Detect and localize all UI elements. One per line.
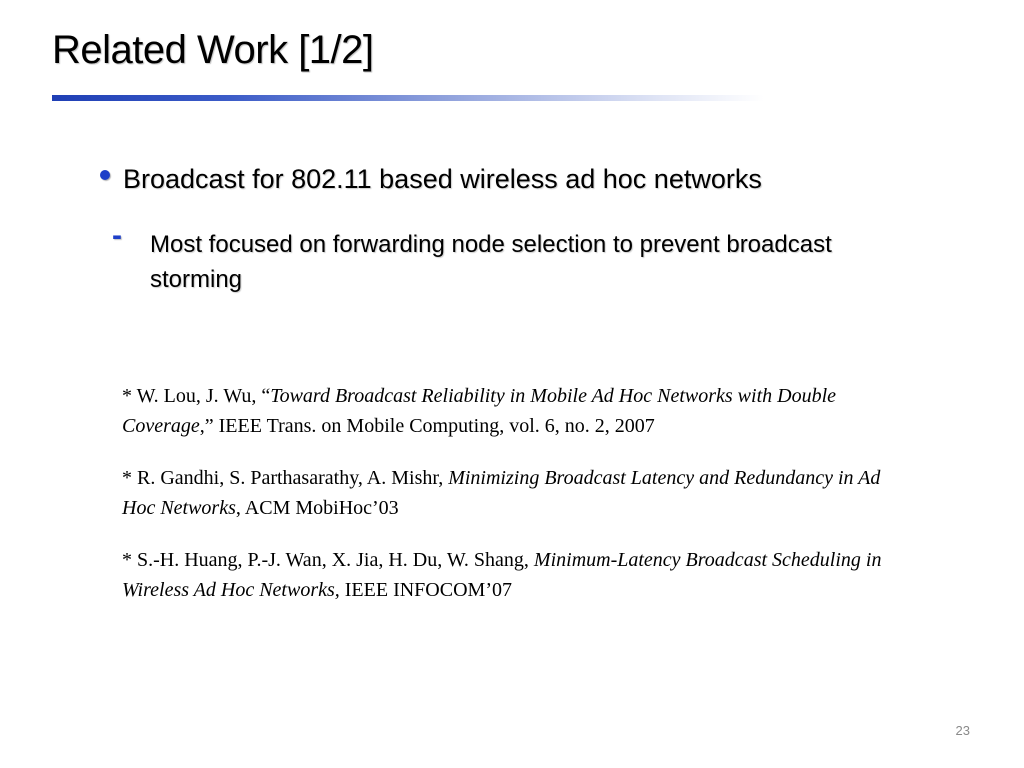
page-number: 23 bbox=[955, 723, 970, 738]
reference-item bbox=[122, 381, 892, 441]
slide-title: Related Work [1/2] bbox=[52, 28, 374, 72]
reference-title: Minimizing Broadcast Latency and Redundancy in Ad Hoc Networks bbox=[122, 467, 881, 519]
reference-list bbox=[122, 381, 892, 627]
title-divider bbox=[52, 95, 764, 101]
reference-venue: IEEE INFOCOM’07 bbox=[339, 579, 512, 601]
bullet-dot-icon bbox=[100, 170, 110, 180]
sub-bullet-item bbox=[112, 219, 872, 297]
bullet-text: Broadcast for 802.11 based wireless ad hoc networks bbox=[123, 164, 762, 194]
reference-authors: * W. Lou, J. Wu, “ bbox=[122, 385, 271, 407]
reference-title: Minimum-Latency Broadcast Scheduling in Wireless Ad Hoc Networks, bbox=[122, 549, 882, 601]
reference-item bbox=[122, 545, 892, 605]
reference-venue: ,” IEEE Trans. on Mobile Computing, vol. 6, no. 2, 2007 bbox=[199, 415, 655, 437]
bullet-item bbox=[100, 160, 762, 198]
reference-item bbox=[122, 463, 892, 523]
reference-authors: * S.-H. Huang, P.-J. Wan, X. Jia, H. Du, W. Shang, bbox=[122, 549, 534, 571]
reference-authors: * R. Gandhi, S. Parthasarathy, A. Mishr, bbox=[122, 467, 449, 489]
dash-icon: - bbox=[112, 219, 122, 252]
reference-title: Toward Broadcast Reliability in Mobile Ad Hoc Networks with Double Coverage bbox=[122, 385, 837, 437]
reference-venue: , ACM MobiHoc’03 bbox=[235, 497, 399, 519]
sub-bullet-text: Most focused on forwarding node selection to prevent broadcast storming bbox=[150, 231, 832, 293]
